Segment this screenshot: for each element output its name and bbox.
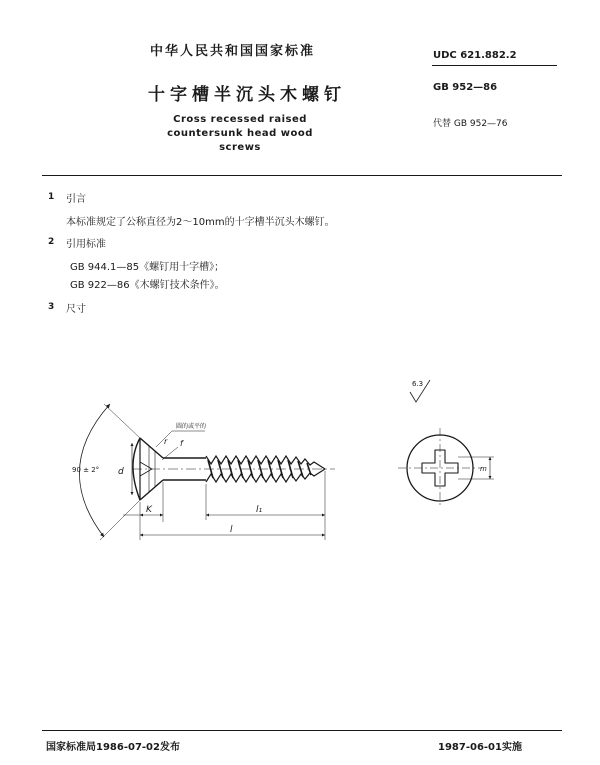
diameter-label: d — [118, 467, 124, 477]
document-title-en: Cross recessed raised countersunk head wood screws — [167, 114, 313, 153]
section-3-number: 3 — [48, 302, 55, 312]
section-2-title: 引用标准 — [66, 239, 106, 250]
section-2-number: 2 — [48, 237, 55, 247]
standard-body-title: 中华人民共和国国家标准 — [150, 44, 316, 59]
footer-divider — [42, 730, 562, 731]
rounding-note: 圆的或平的 — [176, 423, 207, 430]
document-title-cn: 十字槽半沉头木螺钉 — [148, 85, 346, 105]
roughness-value: 6.3 — [412, 380, 424, 388]
radius-label: r — [164, 437, 168, 446]
length-label: l — [230, 525, 233, 535]
recess-width-label: m — [480, 465, 487, 473]
issue-date: 国家标准局1986-07-02发布 — [46, 742, 180, 753]
replaces-standard: 代替 GB 952—76 — [433, 119, 508, 129]
section-1-number: 1 — [48, 192, 55, 202]
reference-item-2: GB 922—86《木螺钉技术条件》。 — [70, 280, 225, 291]
reference-item-1: GB 944.1—85《螺钉用十字槽》； — [70, 262, 225, 273]
head-height-label: K — [146, 505, 152, 515]
thread-length-label: l₁ — [256, 505, 263, 515]
section-1-text: 本标准规定了公称直径为2～10mm的十字槽半沉头木螺钉。 — [66, 217, 335, 228]
gb-number: GB 952—86 — [433, 82, 498, 93]
head-angle-label: 90 ± 2° — [72, 466, 100, 474]
udc-code: UDC 621.882.2 — [433, 50, 517, 61]
section-3-title: 尺寸 — [66, 304, 86, 315]
section-1-title: 引言 — [66, 194, 86, 205]
f-label: f — [180, 439, 183, 448]
effective-date: 1987-06-01实施 — [438, 742, 522, 753]
